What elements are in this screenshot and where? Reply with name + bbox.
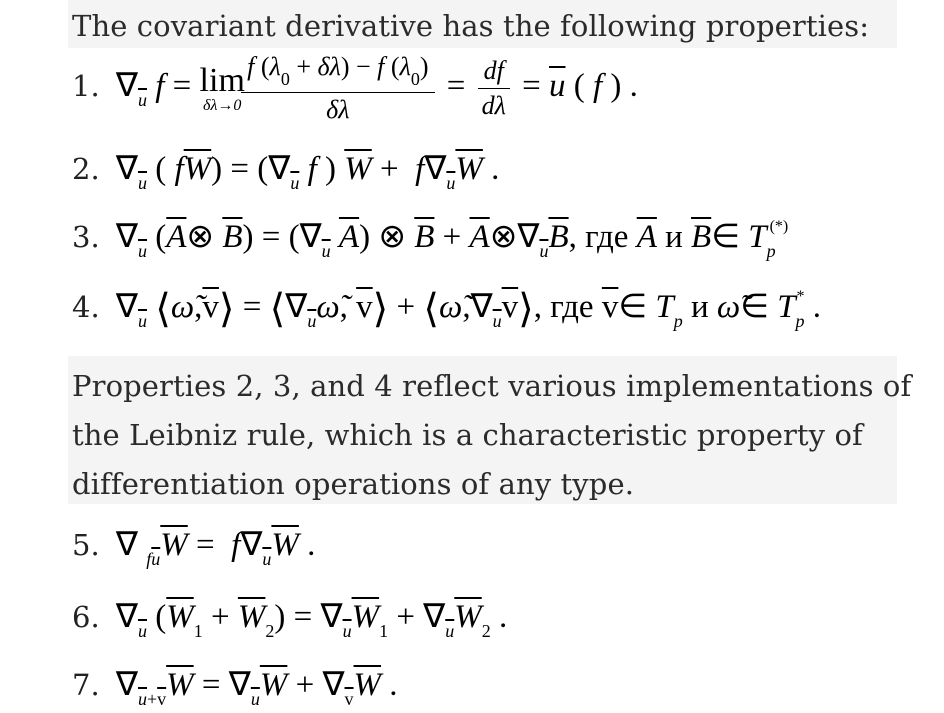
word-where-3: где (585, 219, 629, 255)
leibniz-line-2: the Leibniz rule, which is a characteristic property of (72, 418, 863, 452)
leibniz-paragraph (72, 362, 911, 509)
word-where-4: где (550, 289, 594, 325)
word-and-4: и (690, 289, 709, 325)
property-1: 1. $\nabla_{\overline{u}}$ f = lim δλ→0 $\frac{f (\lambda_0 + \delta\lambda) - f (\lambda_0)}{\delta\lambda}$ = $\frac{df}{d\lambda}$ = $\overline{u}$ ( f ) . (72, 52, 638, 124)
derivative-fraction: $\frac{df}{d\lambda}$ (478, 56, 510, 121)
property-7: 7. $\nabla_{\overline{u}+\overline{v}}\overline{W} = \nabla_{\overline{u}}\overline{W} + \nabla_{\overline{v}}\overline{W}$ . (72, 667, 398, 709)
property-4: 4. $\nabla_{\overline{u}}$ $⟨\omegã,\overline{v}⟩$ = $⟨\nabla_{\overline{u}}\omegã$, $\overline{v}⟩$ + $⟨\omegã,\nabla_{\overline{u}}\overline{v}⟩$, где $\overline{v}\in$ $T_p$ и ω̃∈ $T_p^*$ . (72, 286, 822, 331)
intro-paragraph: The covariant derivative has the following properties: (72, 9, 870, 43)
leibniz-line-1: Properties 2, 3, and 4 reflect various implementations of (72, 369, 912, 403)
limit-expression: lim δλ→0 (199, 61, 245, 114)
property-2: 2. $\nabla_{\overline{u}}$ ( $f\overline{W}) = (\nabla_{\overline{u}}$ f ) $\overline{W} + f\nabla_{\overline{u}}\overline{W}$ . (72, 151, 500, 193)
property-5-number: 5. (72, 528, 100, 562)
property-1-number: 1. (72, 69, 100, 104)
leibniz-line-3: differentiation operations of any type. (72, 467, 635, 501)
property-6: 6. $\nabla_{\overline{u}}$ $(\overline{W}_1 + \overline{W}_2) = \nabla_{\overline{u}}\overline{W}_1 + \nabla_{\overline{u}}\overline{W}_2$ . (72, 599, 508, 641)
property-3: 3. $\nabla_{\overline{u}}$ ($\overline{A}\otimes$ $\overline{B}) = (\nabla_{\overline{u}}$ $\overline{A}$) ⊗ $\overline{B}$ + $\overline{A}\otimes\nabla_{\overline{u}}\overline{B}$, где $\overline{A}$ и $\overline{B}\in$ $T_p^{(*)}$ (72, 218, 789, 261)
property-7-number: 7. (72, 668, 100, 702)
property-2-number: 2. (72, 152, 100, 186)
property-6-number: 6. (72, 600, 100, 634)
property-3-number: 3. (72, 220, 100, 254)
property-4-number: 4. (72, 290, 100, 324)
property-5: 5. ∇ $_{f\overline{u}}\overline{W} = f\nabla_{\overline{u}}\overline{W}$ . (72, 527, 316, 569)
word-and-3: и (665, 219, 683, 255)
